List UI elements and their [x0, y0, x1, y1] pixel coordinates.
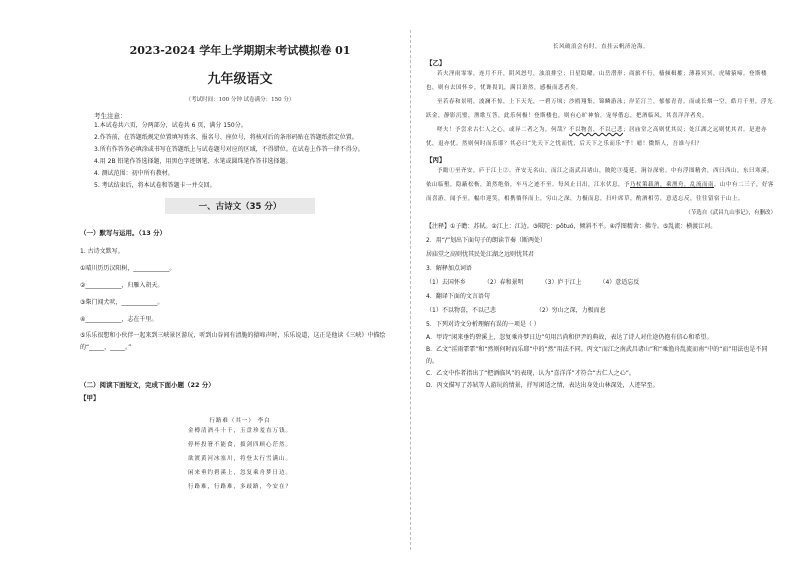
fill-blank: ⑤乐乐很想和小伙伴一起来到三峡景区游玩，听到山谷间有清脆的猿啼声时，乐乐说道，这正是他读《三峡》中描绘的“_____，_____。”: [80, 332, 386, 351]
choice-option: A．甲诗“闲来垂钓碧溪上，忽复乘舟梦日边”句用吕尚和伊尹的典故，表达了诗人对仕途仍抱有信心和希望。: [426, 334, 713, 341]
question-sentence: 居庙堂之高则忧其民处江湖之远则忧其君: [426, 251, 535, 258]
fill-blank: ①晴川历历汉阳树，____________。: [80, 265, 176, 272]
choice-option: D．丙文描写了苏轼等人游玩的情景，抒写闲适之情，表达出身处山林深处，人迹罕至。: [426, 382, 659, 389]
poem-line: 金樽清酒斗十千，玉盘珍羞直万钱。: [187, 428, 292, 434]
choice-option: B．乙文“淫雨霏霏”和“然则何时而乐耶”中的“然”用法不同。丙文“而江之南武昌诸山”和“乘渔舟乱流而南”中的“而”用法也是不同的。: [426, 346, 768, 365]
passage-text: 嗟夫！予尝求古仁人之心，或异二者之为，何哉？: [437, 127, 570, 133]
question-text: 4．翻译下面的文言语句: [426, 293, 490, 300]
annotation-notes: 【注释】①子瞻：苏轼。②江上：江边。③陂陀：pōtuó，倾斜不平。④浮图精舍：佛寺。⑤乱流：横渡江河。: [426, 223, 717, 230]
notice-item: 3.所有作答务必填涂或书写在答题纸上与试卷题号对应的区域，不得错位。在试卷上作答一律不得分。: [94, 146, 364, 153]
passage-tag: 【丙】: [426, 156, 446, 164]
underlined-text: 乃杖策载酒，乘渔舟，乱流而南: [630, 182, 715, 188]
question-text: 1. 古诗文默写。: [80, 248, 124, 255]
notice-item: 2.作答前，在答题纸规定位置填写姓名、报名号、座位号，将核对后的条形码贴在答题纸指定位置。: [94, 134, 358, 141]
fill-blank: ④____________，志在千里。: [80, 316, 158, 323]
fill-blank: ③柴门闻犬吠，____________。: [80, 299, 164, 306]
poem-line: 长风破浪会有时，直挂云帆济沧海。: [552, 44, 649, 50]
passage-text: 予瞻①至齐安，庐于江上②。齐安无名山，而江之南武昌诸山，陂陀③蔓延，涧谷深密。中有浮图精舍，西曰西山，东曰寒溪。依山临壑，隐蔽松枥，萧然绝俗，车马之迹不至。每风止日出，江水伏息，予: [426, 168, 774, 188]
right-column: [426, 40, 776, 392]
poem-line: 欲渡黄河冰塞川，将登太行雪满山。: [187, 456, 292, 462]
question-items: [426, 276, 776, 290]
poem-line: 闲来垂钓碧溪上，忽复乘舟梦日边。: [187, 470, 292, 476]
question-item: （3）庐于江上: [541, 279, 582, 286]
question-item: （2）春和景明: [483, 279, 524, 286]
section-heading: 一、古诗文（35 分）: [165, 198, 315, 214]
passage-paragraph: [426, 123, 776, 151]
question-items: [426, 304, 776, 318]
notice-heading: 考生注意：: [94, 112, 127, 120]
notice-item: 5. 考试结束后，将本试卷和答题卡一并交回。: [94, 182, 216, 189]
question-item: （4）意适忘反: [599, 279, 640, 286]
exam-title: 2023-2024 学年上学期期末考试模拟卷 01: [129, 44, 351, 57]
passage-paragraph: [426, 164, 776, 206]
poem-line: 停杯投箸不能食，拔剑四顾心茫然。: [187, 442, 292, 448]
passage-text: ；居庙堂之高则忧其民；处江湖之远则忧其君。是进亦忧，退亦忧。然则何时而乐耶？其必曰“先天下之忧而忧，后天下之乐而乐”乎！噫！微斯人，吾谁与归？: [426, 127, 768, 147]
exam-info: （考试时间：100 分钟 试卷满分：150 分）: [185, 97, 295, 103]
passage-text: 。山中有二三子，好客而喜游，闻予至，幅巾迎笑，相携徜徉而上，穷山之深，力极而息，扫叶席草，酌酒相劳，意适忘反，往往留宿于山上。: [426, 182, 775, 202]
question-item: （2）穷山之深，力极而息: [535, 307, 606, 314]
poem-line: 行路难，行路难，多歧路，今安在？: [187, 484, 292, 490]
passage-paragraph: 至若春和景明，波澜不惊，上下天光，一碧万顷；沙鸥翔集，锦鳞游泳；岸芷汀兰，郁郁青青。而或长烟一空，皓月千里，浮光跃金，静影沉璧，渔歌互答，此乐何极！登斯楼也，则有心旷神怡，宠辱偕忘，把酒临风，其喜洋洋者矣。: [426, 99, 774, 119]
part-heading: （二）阅读下面短文，完成下面小题（22 分）: [80, 381, 215, 389]
question-item: （1）去国怀乡: [426, 279, 466, 286]
subject-title: 九年级语文: [207, 72, 273, 87]
column-divider: [410, 30, 411, 550]
question-item: （1）不以物喜，不以己悲: [426, 307, 496, 314]
question-text: 3．解释加点词语: [426, 265, 472, 272]
notice-item: 4. 测试范围：初中所有教材。: [94, 170, 174, 177]
part-heading: （一）默写与运用。（13 分）: [80, 229, 167, 237]
left-column: [80, 34, 400, 494]
passage-tag: 【甲】: [80, 394, 100, 402]
notice-item: 1.本试卷共六页，分两部分，试卷共 6 页，满分 150分。: [94, 122, 247, 129]
poem-title: 行路难（其一） 李白: [209, 418, 271, 424]
choice-option: C．乙文中作者指出了“把酒临风”的表现，认为“喜洋洋”才符合“古仁人之心”。: [426, 370, 635, 377]
notice-item: 4.用 2B 铅笔作答选择题，用黑色字迹钢笔、水笔或圆珠笔作答非选择题。: [94, 158, 292, 165]
source-citation: （节选自《武昌九山事记》，有删改）: [685, 210, 776, 216]
passage-paragraph: 若夫淫雨霏霏，连月不开，阴风怒号，浊浪排空；日星隐曜，山岳潜形；商旅不行，樯倾楫摧；薄暮冥冥，虎啸猿啼。登斯楼也，则有去国怀乡，忧谗畏讥，满目萧然，感极而悲者矣。: [426, 71, 768, 91]
wavy-underlined-text: 不以物喜，不以己悲: [569, 127, 624, 133]
passage-tag: 【乙】: [426, 59, 446, 67]
question-text: 5．下列对诗文分析理解有误的一项是（ ）: [426, 321, 540, 328]
fill-blank: ②____________，归雁入胡天。: [80, 282, 164, 289]
question-text: 2．用“/”划出下面句子的朗读节奏（断两处）: [426, 237, 547, 244]
